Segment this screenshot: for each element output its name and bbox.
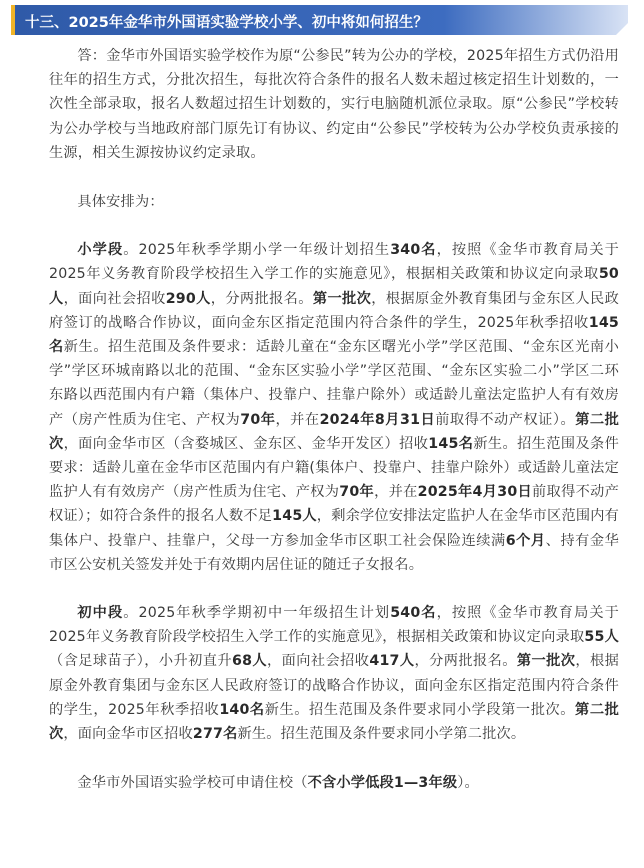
text-run: ）。 xyxy=(457,775,479,792)
text-run: ，按照《金华市教育局关于2025年义务教育阶段学校招生入学工作的实施意见》，根据相关政策和协议定向录取 xyxy=(49,242,620,283)
middle-section-paragraph xyxy=(49,601,619,746)
batch-one-label: 第一批次 xyxy=(516,653,576,670)
batch-two-label: 第二批次 xyxy=(49,411,620,452)
text-run: 金华市外国语实验学校可申请住校（ xyxy=(77,775,308,792)
text-run: ，根据原金外教育集团与金东区人民政府签订的战略合作协议，面向金东区指定范围内符合条件的学生，2025年秋季招收 xyxy=(49,653,619,718)
emphasis: 540名 xyxy=(390,605,437,622)
answer-text: 答：金华市外国语实验学校作为原“公参民”转为公办的学校，2025年招生方式仍沿用往年的招生方式，分批次招生，每批次符合条件的报名人数未超过核定招生计划数的，一次性全部录取，报名人数超过招生计划数的，实行电脑随机派位录取。原“公参民”学校转为公办学校与当地政府部门原先订有协议、约定由“公参民”学校转为公办学校负责承接的生源，相关生源按协议约定录取。 xyxy=(49,48,619,161)
emphasis: 50人 xyxy=(49,266,619,307)
text-run: 新生。招生范围及条件要求同小学第二批次。 xyxy=(237,726,526,743)
emphasis: 2025年4月30日 xyxy=(417,484,533,501)
heading-corner-decoration xyxy=(616,23,628,35)
emphasis: 140名 xyxy=(219,701,265,718)
text-run: ，面向社会招收 xyxy=(63,290,166,307)
emphasis: 145人 xyxy=(272,508,317,525)
spacer xyxy=(49,577,619,601)
answer-paragraph xyxy=(49,44,619,165)
emphasis: 6个月 xyxy=(505,532,546,549)
emphasis: 145名 xyxy=(428,435,474,452)
emphasis: 145名 xyxy=(49,314,619,356)
primary-label: 小学段 xyxy=(77,242,124,259)
arrangement-intro: 具体安排为： xyxy=(77,194,164,211)
text-run: （含足球苗子），小升初直升 xyxy=(49,653,233,670)
text-run: 新生。招生范围及条件要求：适龄儿童在“金东区曙光小学”学区范围、“金东区光南小学”学区环城南路以北的范围、“金东区实验小学”学区范围、“金东区实验二小”学区二环东路以西范围内有户籍（集体户、投靠户、挂靠户除外）或适龄儿童法定监护人有有效房产（房产性质为住宅、产权为 xyxy=(49,339,619,428)
text-run: ，面向金华市区招收 xyxy=(63,726,193,743)
section-heading-title: 十三、2025年金华市外国语实验学校小学、初中将如何招生？ xyxy=(25,15,428,31)
text-run: 前取得不动产权证）。 xyxy=(435,411,576,428)
boarding-paragraph xyxy=(49,771,619,795)
middle-label: 初中段 xyxy=(77,605,124,622)
emphasis: 290人 xyxy=(165,290,211,307)
section-heading-bar xyxy=(11,5,628,35)
text-run: ，并在 xyxy=(275,411,320,428)
text-run: 前取得不动产权证）；如符合条件的报名人数不足 xyxy=(49,484,620,525)
emphasis: 70年 xyxy=(240,411,276,428)
emphasis: 417人 xyxy=(369,653,415,670)
text-run: ，并在 xyxy=(374,484,418,501)
text-run: 、持有金华市区公安机关签发并处于有效期内居住证的随迁子女报名。 xyxy=(49,532,619,573)
text-run: ，分两批报名。 xyxy=(210,290,313,307)
emphasis: 2024年8月31日 xyxy=(319,411,436,428)
text-run: ，剩余学位安排法定监护人在金华市区范围内有集体户、投靠户、挂靠户，父母一方参加金华市区职工社会保险连续满 xyxy=(49,508,620,549)
text-run: ，根据原金外教育集团与金东区人民政府签订的战略合作协议，面向金东区指定范围内符合条件的学生，2025年秋季招收 xyxy=(49,290,620,331)
text-run: 。2025年秋季学期初中一年级招生计划 xyxy=(123,605,391,622)
batch-one-label: 第一批次 xyxy=(312,290,372,307)
emphasis: 70年 xyxy=(339,484,375,501)
emphasis: 68人 xyxy=(232,653,268,670)
emphasis: 277名 xyxy=(192,726,238,743)
spacer xyxy=(49,165,619,190)
text-run: 新生。招生范围及条件要求：适龄儿童在金华市区范围内有户籍(集体户、投靠户、挂靠户除外）或适龄儿童法定监护人有有效房产（房产性质为住宅、产权为 xyxy=(49,435,619,501)
text-run: 。2025年秋季学期小学一年级计划招生 xyxy=(123,242,391,259)
emphasis: 55人 xyxy=(584,629,620,646)
text-run: ，按照《金华市教育局关于2025年义务教育阶段学校招生入学工作的实施意见》，根据相关政策和协议定向录取 xyxy=(49,605,620,646)
batch-two-label: 第二批次 xyxy=(49,701,619,743)
emphasis: 不含小学低段1—3年级 xyxy=(307,775,458,792)
emphasis: 340名 xyxy=(390,242,437,259)
article-body xyxy=(49,44,619,795)
spacer xyxy=(49,214,619,238)
text-run: ，面向金华市区（含婺城区、金东区、金华开发区）招收 xyxy=(63,435,429,452)
text-run: 新生。招生范围及条件要求同小学段第一批次。 xyxy=(264,701,576,718)
text-run: ，面向社会招收 xyxy=(267,653,370,670)
spacer xyxy=(49,746,619,771)
text-run: ，分两批报名。 xyxy=(414,653,517,670)
primary-section-paragraph xyxy=(49,238,619,577)
